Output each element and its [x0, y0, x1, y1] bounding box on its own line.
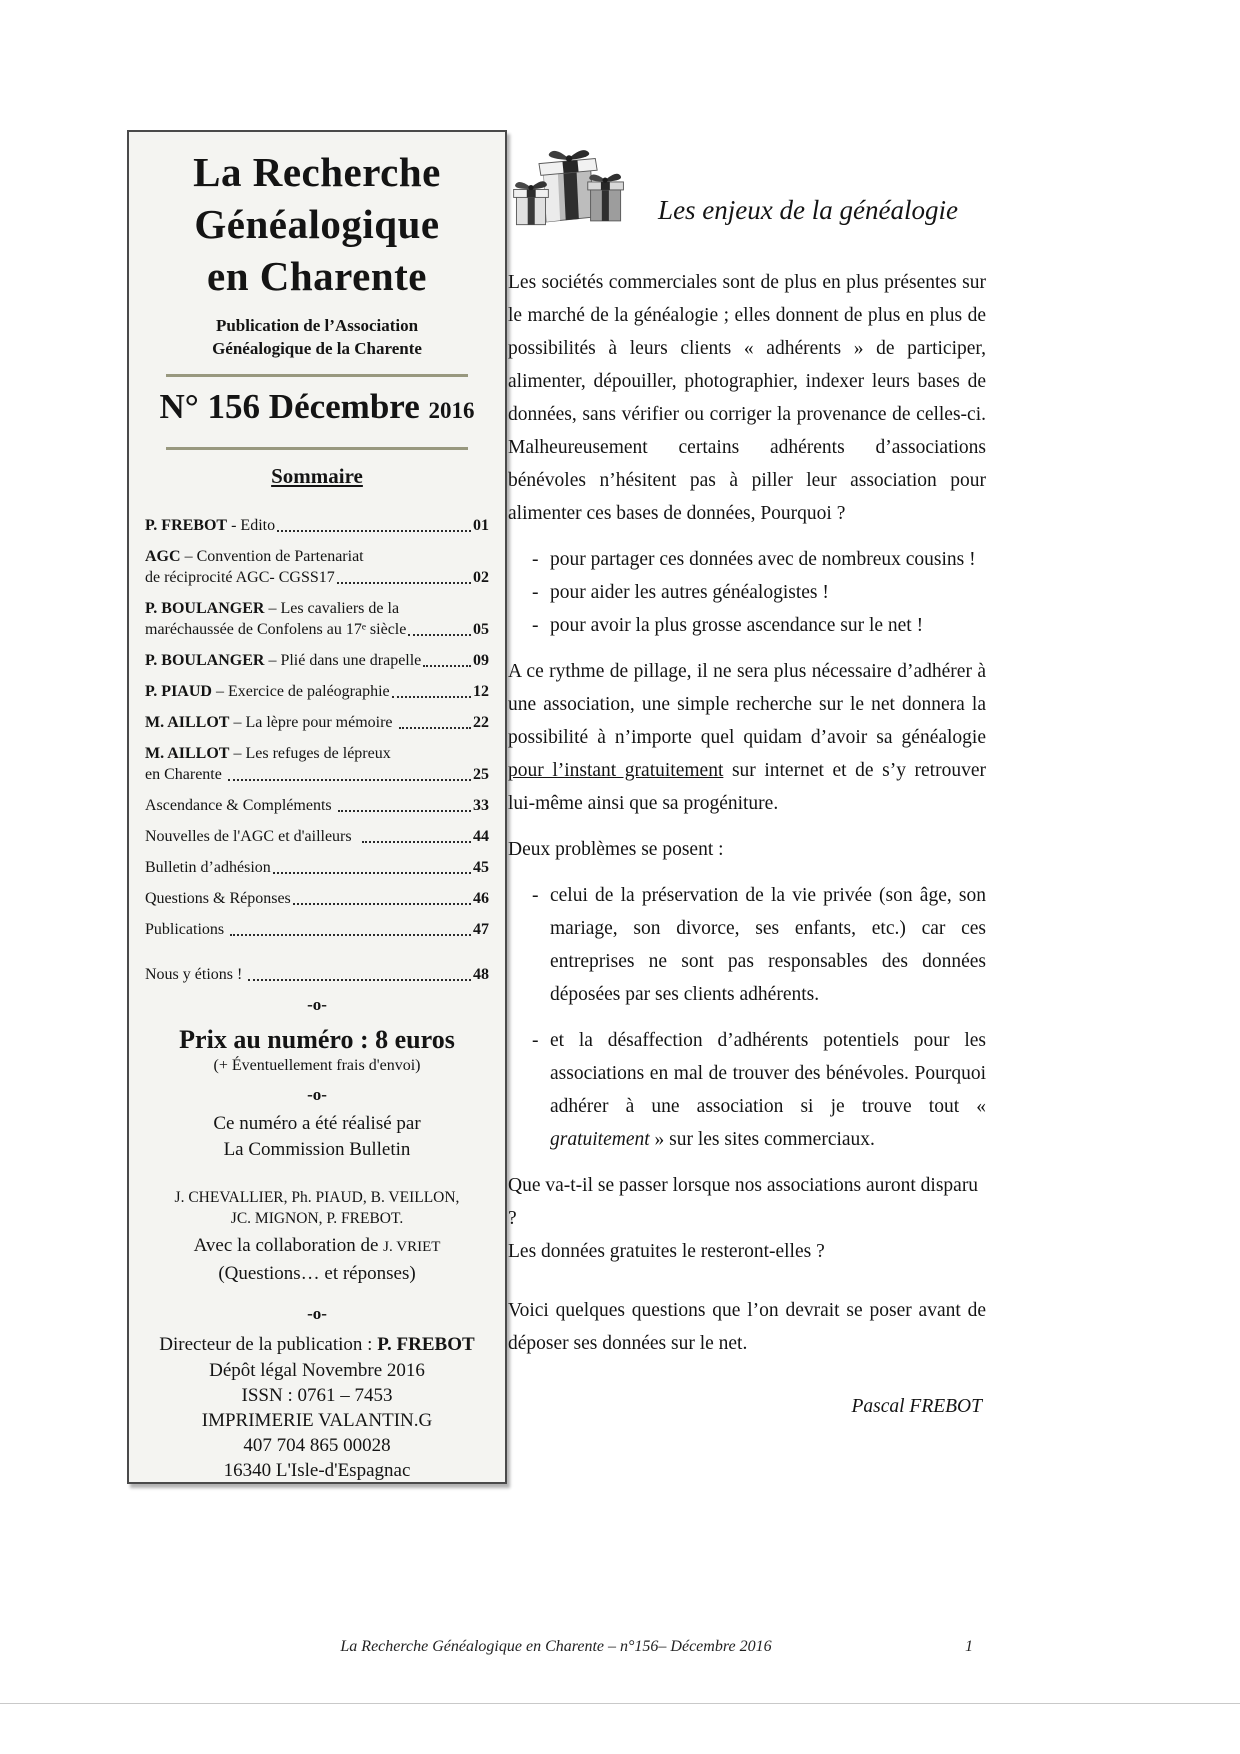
toc-item: P. PIAUD – Exercice de paléographie 12	[145, 683, 489, 700]
dash-bullet: -	[532, 1030, 539, 1051]
legal-line: ISSN : 0761 – 7453	[241, 1385, 393, 1406]
dash-bullet: -	[532, 615, 539, 636]
toc-page-number: 25	[473, 766, 489, 783]
toc-page-number: 09	[473, 652, 489, 669]
issue-number: N° 156 Décembre 2016	[159, 387, 475, 426]
toc-item: P. FREBOT - Edito 01	[145, 517, 489, 534]
made-by: Ce numéro a été réalisé par La Commission Bulletin	[213, 1113, 421, 1160]
dotted-leader	[248, 979, 471, 981]
dotted-leader	[273, 872, 471, 874]
dotted-leader	[228, 779, 471, 781]
toc-item: Publications 47	[145, 921, 489, 938]
masthead-panel	[127, 130, 507, 1484]
toc-page-number: 48	[473, 966, 489, 983]
dash-bullet: -	[532, 549, 539, 570]
legal-line: 407 704 865 00028	[243, 1435, 391, 1456]
article-body	[508, 266, 986, 1423]
collaboration-line: Avec la collaboration de J. VRIET	[193, 1235, 441, 1256]
dotted-leader	[337, 582, 471, 584]
collaborator-name: J. VRIET	[383, 1239, 441, 1255]
dash-bullet: -	[532, 885, 539, 906]
toc-page-number: 22	[473, 714, 489, 731]
toc-item: P. BOULANGER – Plié dans une drapelle 09	[145, 652, 489, 669]
toc-page-number: 46	[473, 890, 489, 907]
underlined-phrase: pour l’instant gratuitement	[508, 760, 724, 781]
gift-boxes-image	[508, 143, 630, 237]
ornament-separator: -o-	[307, 1085, 327, 1104]
article-column	[508, 140, 986, 1423]
dotted-leader	[338, 810, 471, 812]
bullet-list	[528, 879, 986, 1156]
divider-rule	[166, 447, 469, 450]
author-signature: Pascal FREBOT	[851, 1396, 982, 1417]
article-title: Les enjeux de la généalogie	[658, 194, 958, 225]
list-item: - pour aider les autres généalogistes !	[528, 576, 986, 609]
bullet-list	[528, 543, 986, 642]
price-line: Prix au numéro : 8 euros	[179, 1025, 455, 1054]
dotted-leader	[392, 696, 471, 698]
toc-item: Ascendance & Compléments 33	[145, 797, 489, 814]
toc-page-number: 01	[473, 517, 489, 534]
director-name: P. FREBOT	[377, 1334, 475, 1355]
toc-item: M. AILLOT – Les refuges de lépreux en Charente 25	[145, 745, 489, 783]
publication-title	[145, 146, 489, 302]
paragraph: A ce rythme de pillage, il ne sera plus nécessaire d’adhérer à une association, une simple recherche sur le net donnera la possibilité à n’importe quel quidam d’avoir sa généalogie pour l’instant gratuitement sur internet et de s’y retrouver lui-même ainsi que sa progéniture.	[508, 661, 986, 814]
divider-rule	[166, 374, 469, 377]
toc-item: Bulletin d’adhésion 45	[145, 859, 489, 876]
publication-title-line: La Recherche	[193, 149, 441, 195]
page-footer	[127, 1638, 985, 1656]
publication-subtitle	[145, 314, 489, 360]
toc-page-number: 02	[473, 569, 489, 586]
toc-item: Questions & Réponses 46	[145, 890, 489, 907]
ornament-separator: -o-	[307, 995, 327, 1014]
toc-item: M. AILLOT – La lèpre pour mémoire 22	[145, 714, 489, 731]
toc-page-number: 12	[473, 683, 489, 700]
publication-director: Directeur de la publication : P. FREBOT	[159, 1334, 475, 1355]
issue-year: 2016	[428, 398, 475, 423]
dotted-leader	[230, 934, 471, 936]
publication-subtitle-line: Publication de l’Association	[215, 316, 419, 335]
legal-line: IMPRIMERIE VALANTIN.G	[201, 1410, 433, 1431]
footer-text: La Recherche Généalogique en Charente – n°156– Décembre 2016	[340, 1638, 772, 1655]
legal-line: 16340 L'Isle-d'Espagnac	[223, 1460, 411, 1481]
table-of-contents	[145, 515, 489, 985]
dotted-leader	[293, 903, 471, 905]
paragraph: Les sociétés commerciales sont de plus en plus présentes sur le marché de la généalogie ; elles donnent de plus en plus de possibilités à leurs clients « adhérents » de participer, alimenter, dépouiller, photographier, indexer leurs bases de données, sans vérifier ou corriger la provenance de celles-ci. Malheureusement certains adhérents d’associations bénévoles n’hésitent pas à piller leur association pour alimenter ces bases de données, Pourquoi ?	[508, 272, 986, 524]
toc-item: Nous y étions ! 48	[145, 966, 489, 983]
publication-subtitle-line: Généalogique de la Charente	[212, 339, 422, 358]
toc-page-number: 05	[473, 621, 489, 638]
toc-item: Nouvelles de l'AGC et d'ailleurs 44	[145, 828, 489, 845]
ornament-separator: -o-	[307, 1304, 327, 1323]
dotted-leader	[399, 727, 471, 729]
toc-page-number: 45	[473, 859, 489, 876]
dotted-leader	[408, 634, 471, 636]
legal-block	[145, 1358, 489, 1483]
italic-phrase: gratuitement	[550, 1129, 650, 1150]
article-header	[508, 140, 986, 240]
dotted-leader	[362, 841, 471, 843]
list-item: - et la désaffection d’adhérents potentiels pour les associations en mal de trouver des bénévoles. Pourquoi adhérer à une association si je trouve tout « gratuitement » sur les sites commerciaux.	[528, 1024, 986, 1156]
committee-names: J. CHEVALLIER, Ph. PIAUD, B. VEILLON, JC. MIGNON, P. FREBOT.	[174, 1189, 460, 1227]
paragraph: Que va-t-il se passer lorsque nos associations auront disparu ?	[508, 1175, 979, 1229]
publication-title-line: en Charente	[207, 253, 427, 299]
collaboration-note: (Questions… et réponses)	[218, 1263, 416, 1284]
list-item: - pour avoir la plus grosse ascendance sur le net !	[528, 609, 986, 642]
paragraph: Voici quelques questions que l’on devrait se poser avant de déposer ses données sur le net.	[508, 1300, 986, 1354]
paragraph: Deux problèmes se posent :	[508, 839, 724, 860]
bottom-hairline	[0, 1703, 1240, 1704]
list-item: - pour partager ces données avec de nombreux cousins !	[528, 543, 986, 576]
toc-page-number: 33	[473, 797, 489, 814]
page-number: 1	[965, 1638, 973, 1655]
legal-line: Dépôt légal Novembre 2016	[209, 1360, 425, 1381]
price-note: (+ Éventuellement frais d'envoi)	[213, 1057, 421, 1074]
dotted-leader	[277, 530, 471, 532]
toc-page-number: 47	[473, 921, 489, 938]
dash-bullet: -	[532, 582, 539, 603]
toc-item: AGC – Convention de Partenariat de réciprocité AGC- CGSS17 02	[145, 548, 489, 586]
dotted-leader	[423, 665, 471, 667]
paragraph: Les données gratuites le resteront-elles ?	[508, 1241, 825, 1262]
list-item: - celui de la préservation de la vie privée (son âge, son mariage, son divorce, ses enfants, etc.) car ces entreprises ne sont pas responsables des données déposées par ses clients adhérents.	[528, 879, 986, 1011]
toc-page-number: 44	[473, 828, 489, 845]
sommaire-heading: Sommaire	[271, 464, 363, 488]
publication-title-line: Généalogique	[194, 201, 440, 247]
toc-item: P. BOULANGER – Les cavaliers de la maréchaussée de Confolens au 17ᵉ siècle 05	[145, 600, 489, 638]
